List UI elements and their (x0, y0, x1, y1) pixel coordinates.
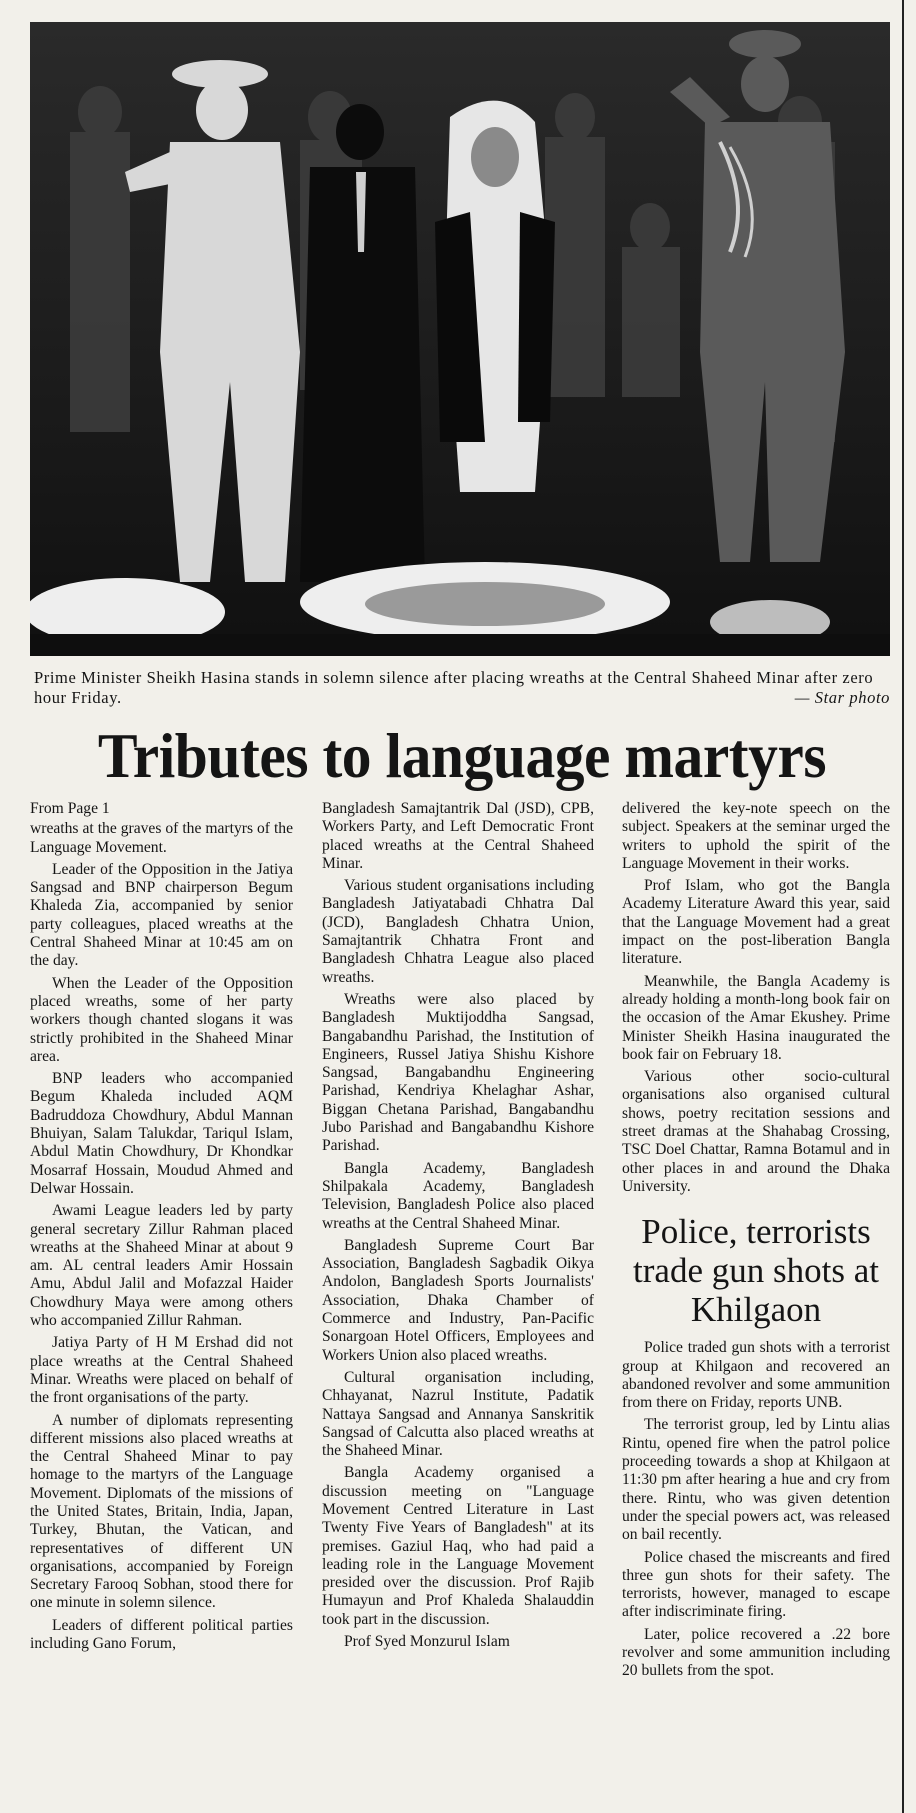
paragraph: wreaths at the graves of the martyrs of the Language Movement. (30, 820, 293, 856)
paragraph: Police traded gun shots with a terrorist group at Khilgaon and recovered an abandoned revolver and some ammunition from there on Friday, reports UNB. (622, 1339, 890, 1412)
paragraph: Cultural organisation including, Chhayanat, Nazrul Institute, Padatik Nattaya Sangsad and Annanya Sanskritik Sangsad of Calcutta also placed wreaths at the Shaheed Minar. (322, 1368, 594, 1460)
photo-credit: — Star photo (794, 688, 890, 707)
paragraph: A number of diplomats representing different missions also placed wreaths at the Central Shaheed Minar to pay homage to the martyrs of the Language Movement. Diplomats of the missions of the United States, Britain, India, Japan, Turkey, Bhutan, the Vatican, and representatives of different UN organisations, accompanied by Foreign Secretary Farooq Sobhan, stood there for one minute in solemn silence. (30, 1411, 293, 1612)
paragraph: Prof Islam, who got the Bangla Academy Literature Award this year, said that the Language Movement had a great impact on the post-liberation Bangla literature. (622, 877, 890, 968)
paragraph: Bangla Academy organised a discussion meeting on "Language Movement Centred Literature in Last Twenty Five Years of Bangladesh" at its premises. Gaziul Haq, who had paid a leading role in the Language Movement presided over the discussion. Prof Rajib Humayun and Prof Khaleda Shalauddin took part in the discussion. (322, 1464, 594, 1628)
article-column-3 (622, 800, 890, 1685)
photo-caption-text: Prime Minister Sheikh Hasina stands in solemn silence after placing wreaths at the Central Shaheed Minar after zero hour Friday. (34, 668, 874, 707)
paragraph: Leaders of different political parties including Gano Forum, (30, 1616, 293, 1653)
paragraph: Leader of the Opposition in the Jatiya Sangsad and BNP chairperson Begum Khaleda Zia, accompanied by senior party colleagues, placed wreaths at the Central Shaheed Minar at 10:45 am on the day. (30, 860, 293, 970)
paragraph: Bangla Academy, Bangladesh Shilpakala Academy, Bangladesh Television, Bangladesh Police also placed wreaths at the Central Shaheed Minar. (322, 1159, 594, 1232)
paragraph: Later, police recovered a .22 bore revolver and some ammunition including 20 bullets from the spot. (622, 1625, 890, 1680)
paragraph: Bangladesh Supreme Court Bar Association, Bangladesh Sagbadik Oikya Andolon, Bangladesh Sports Journalists' Association, Dhaka Chamber of Commerce and Industry, Pan-Pacific Sonargoan Hotel Officers, Employees and Workers Union also placed wreaths. (322, 1236, 594, 1364)
paragraph: The terrorist group, led by Lintu alias Rintu, opened fire when the patrol police proceeding towards a shop at Khilgaon at 11:30 pm after hearing a hue and cry from there. Rintu, who was given detention under the special powers act, was released on bail recently. (622, 1416, 890, 1544)
paragraph: Various student organisations including Bangladesh Jatiyatabadi Chhatra Dal (JCD), Bangladesh Chhatra Union, Samajtantrik Chhatra Front and Bangladesh Chhatra League also placed wreaths. (322, 877, 594, 986)
paragraph: delivered the key-note speech on the subject. Speakers at the seminar urged the writers to uphold the spirit of the Language Movement in their works. (622, 800, 890, 872)
article-column-1 (30, 800, 293, 1657)
continued-from-label: From Page 1 (30, 800, 110, 817)
paragraph: Police chased the miscreants and fired three gun shots for their safety. The terrorists, however, managed to escape after indiscriminate firing. (622, 1548, 890, 1621)
second-story-headline: Police, terrorists trade gun shots at Khilgaon (633, 1212, 879, 1330)
news-photo-drawing (30, 22, 890, 656)
photo-caption (34, 668, 890, 708)
news-photo (30, 22, 890, 656)
main-headline: Tributes to language martyrs (97, 720, 827, 791)
paragraph: Wreaths were also placed by Bangladesh Muktijoddha Sangsad, Bangabandhu Parishad, the Institution of Engineers, Russel Jatiya Shishu Kishore Sangsad, Bangabandhu Engineering Parishad, Kendriya Khelaghar Ashar, Biggan Chetana Parishad, Bangabandhu Jubo Parishad and Bangabandhu Kishore Parishad. (322, 990, 594, 1155)
paragraph: Jatiya Party of H M Ershad did not place wreaths at the Central Shaheed Minar. Wreaths were placed on behalf of the front organisations of the party. (30, 1334, 293, 1407)
paragraph: Meanwhile, the Bangla Academy is already holding a month-long book fair on the occasion of the Amar Ekushey. Prime Minister Sheikh Hasina inaugurated the book fair on February 18. (622, 972, 890, 1063)
page-edge-rule (902, 0, 904, 1813)
paragraph: Bangladesh Samajtantrik Dal (JSD), CPB, Workers Party, and Left Democratic Front placed wreaths at the Central Shaheed Minar. (322, 800, 594, 872)
paragraph: Various other socio-cultural organisations also organised cultural shows, poetry recitation sessions and street dramas at the Shahabag Crossing, TSC Doel Chattar, Ramna Botamul and in other places in and around the Dhaka University. (622, 1068, 890, 1195)
paragraph: Awami League leaders led by party general secretary Zillur Rahman placed wreaths at the Shaheed Minar at about 9 am. AL central leaders Amir Hossain Amu, Abdul Jalil and Mofazzal Haider Chowdhury Maya were among others who accompanied Zillur Rahman. (30, 1202, 293, 1330)
paragraph: BNP leaders who accompanied Begum Khaleda included AQM Badruddoza Chowdhury, Abdul Mannan Bhuiyan, Salam Talukdar, Tariqul Islam, Abdul Matin Chowdhury, Dr Khondkar Mosarraf Hossain, Moudud Ahmed and Delwar Hossain. (30, 1070, 293, 1197)
paragraph: Prof Syed Monzurul Islam (344, 1633, 510, 1651)
paragraph: When the Leader of the Opposition placed wreaths, some of her party workers though chanted slogans it was strictly prohibited in the Shaheed Minar area. (30, 974, 293, 1065)
article-column-2 (322, 800, 594, 1655)
